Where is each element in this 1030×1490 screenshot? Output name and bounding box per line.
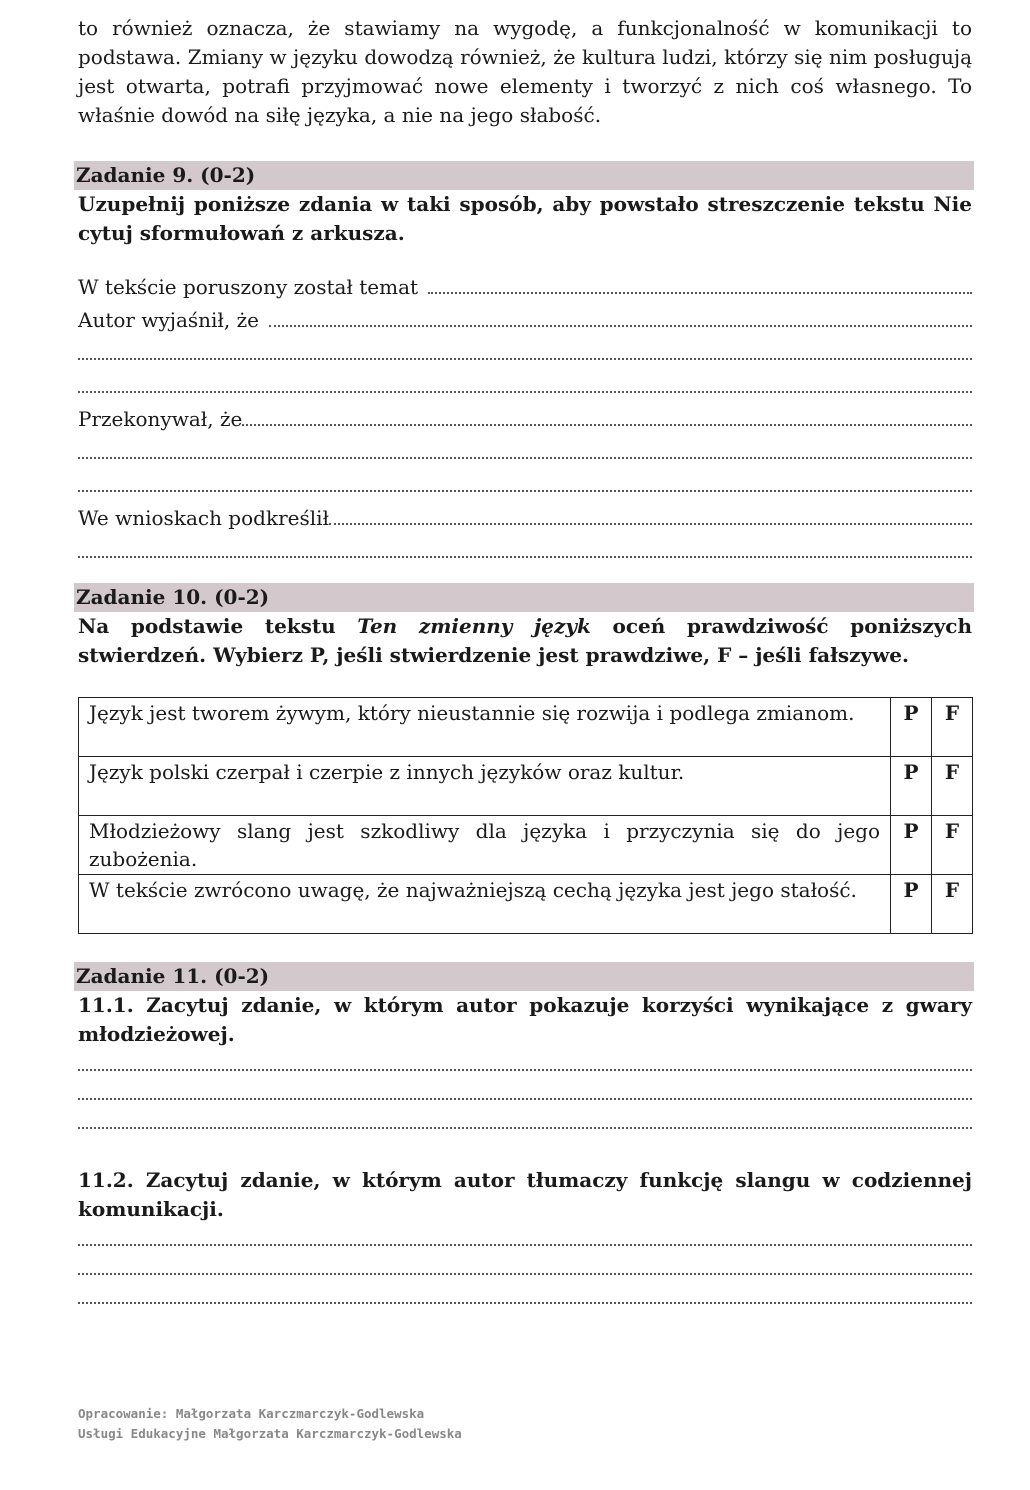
answer-line[interactable] (78, 305, 972, 338)
task-9-heading: Zadanie 9. (0-2) (74, 161, 974, 190)
answer-line[interactable] (78, 1107, 972, 1136)
task-10 (78, 583, 972, 934)
answer-line[interactable] (78, 1078, 972, 1107)
dotted-line (329, 503, 972, 525)
task-9-instruction: Uzupełnij poniższe zdania w taki sposób, aby powstało streszczenie tekstu Nie cytuj sformułowań z arkusza. (78, 192, 972, 245)
false-option[interactable]: F (932, 698, 973, 757)
true-false-table (78, 697, 973, 934)
answer-line[interactable] (78, 404, 972, 437)
prompt-topic: W tekście poruszony został temat (78, 275, 425, 299)
worksheet-page (78, 14, 972, 1311)
statement-cell: W tekście zwrócono uwagę, że najważniejszą cechą języka jest jego stałość. (79, 875, 891, 934)
answer-line[interactable] (78, 1253, 972, 1282)
answer-line[interactable] (78, 503, 972, 536)
answer-line[interactable] (78, 272, 972, 305)
dotted-line (78, 437, 972, 459)
dotted-line (78, 470, 972, 492)
task-10-heading: Zadanie 10. (0-2) (74, 583, 974, 612)
task-11-1-instruction: 11.1. Zacytuj zdanie, w którym autor pokazuje korzyści wynikające z gwary młodzieżowej. (78, 993, 972, 1046)
dotted-line (78, 1224, 972, 1246)
true-option[interactable]: P (891, 875, 932, 934)
answer-line[interactable] (78, 371, 972, 404)
statement-cell: Młodzieżowy slang jest szkodliwy dla języka i przyczynia się do jego zubożenia. (79, 816, 891, 875)
statement-cell: Język jest tworem żywym, który nieustannie się rozwija i podlega zmianom. (79, 698, 891, 757)
table-row (79, 816, 973, 875)
footer (78, 1404, 462, 1444)
task-11 (78, 962, 972, 1311)
statement-cell: Język polski czerpał i czerpie z innych języków oraz kultur. (79, 757, 891, 816)
prompt-conclusions: We wnioskach podkreślił (78, 506, 330, 530)
instruction-text: oceń prawdziwość poniższych stwierdzeń. Wybierz P, jeśli stwierdzenie jest prawdziwe, F – jeśli fałszywe. (78, 614, 972, 667)
prompt-author-explained: Autor wyjaśnił, że (78, 308, 266, 332)
task-10-instruction (78, 612, 972, 670)
false-option[interactable]: F (932, 816, 973, 875)
true-option[interactable]: P (891, 757, 932, 816)
answer-line[interactable] (78, 470, 972, 503)
intro-paragraph: to również oznacza, że stawiamy na wygodę, a funkcjonalność w komunikacji to podstawa. Zmiany w języku dowodzą również, że kultura ludzi, którzy się nim posługują jest otwarta, potrafi przyjmować nowe elementy i tworzyć z nich coś własnego. To właśnie dowód na siłę języka, a nie na jego słabość. (78, 16, 972, 127)
dotted-line (78, 1078, 972, 1100)
dotted-line (78, 1049, 972, 1071)
answer-line[interactable] (78, 1049, 972, 1078)
task-11-heading: Zadanie 11. (0-2) (74, 962, 974, 991)
task-11-2-instruction: 11.2. Zacytuj zdanie, w którym autor tłumaczy funkcję slangu w codziennej komunikacji. (78, 1168, 972, 1221)
answer-line[interactable] (78, 1282, 972, 1311)
instruction-text: Na podstawie tekstu (78, 614, 358, 638)
dotted-line (78, 371, 972, 393)
dotted-line (78, 1107, 972, 1129)
table-row (79, 698, 973, 757)
answer-line[interactable] (78, 437, 972, 470)
dotted-line (78, 1253, 972, 1275)
text-title: Ten zmienny język (357, 614, 591, 638)
prompt-argued: Przekonywał, że (78, 407, 243, 431)
dotted-line (428, 272, 972, 294)
false-option[interactable]: F (932, 875, 973, 934)
dotted-line (78, 536, 972, 558)
dotted-line (78, 1282, 972, 1304)
table-row (79, 875, 973, 934)
dotted-line (269, 305, 972, 327)
table-row (79, 757, 973, 816)
dotted-line (242, 404, 972, 426)
true-option[interactable]: P (891, 698, 932, 757)
task-9 (78, 161, 972, 569)
footer-company: Usługi Edukacyjne Małgorzata Karczmarczyk-Godlewska (78, 1426, 462, 1441)
false-option[interactable]: F (932, 757, 973, 816)
dotted-line (78, 338, 972, 360)
answer-line[interactable] (78, 1224, 972, 1253)
true-option[interactable]: P (891, 816, 932, 875)
answer-line[interactable] (78, 536, 972, 569)
answer-line[interactable] (78, 338, 972, 371)
footer-author: Opracowanie: Małgorzata Karczmarczyk-Godlewska (78, 1406, 425, 1421)
